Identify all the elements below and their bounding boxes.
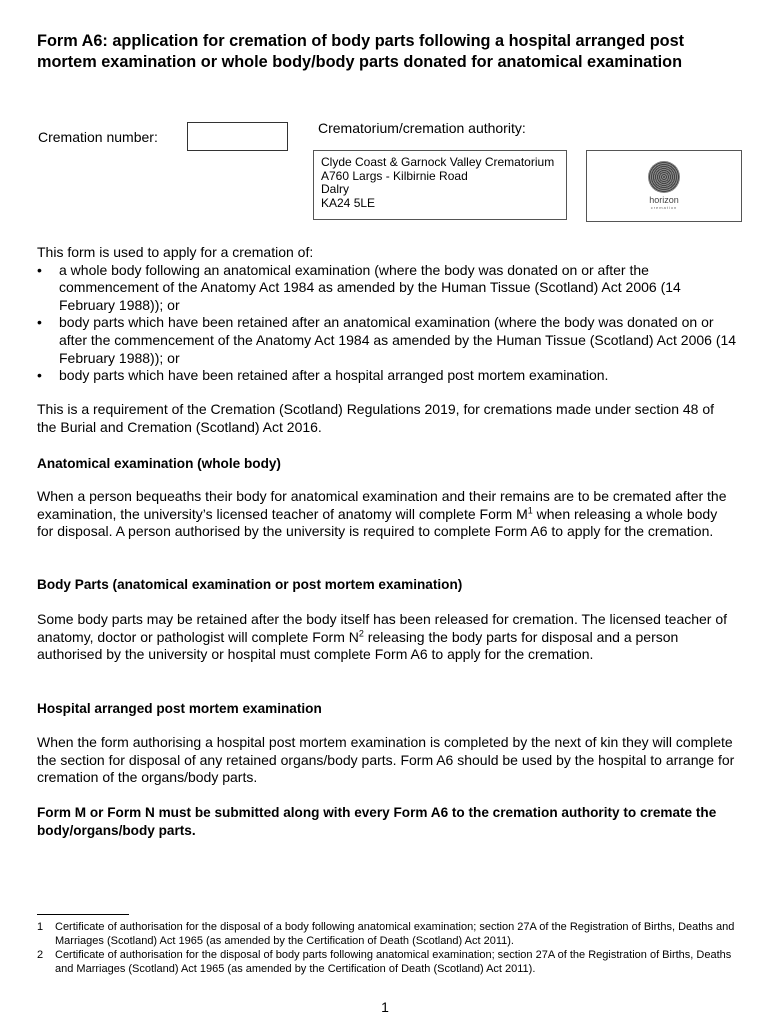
bullet-list — [37, 262, 737, 385]
section-heading: Body Parts (anatomical examination or post mortem examination) — [37, 577, 463, 592]
bullet-item: • body parts which have been retained after an anatomical examination (where the body was donated on or after the commencement of the Anatomy Act 1984 as amended by the Human Tissue (Scotland) Act 2006 (14 February 1988)); or — [37, 314, 737, 367]
requirement-text: This is a requirement of the Cremation (Scotland) Regulations 2019, for cremations made under section 48 of the Burial and Cremation (Scotland) Act 2016. — [37, 401, 715, 435]
section-text-part: Some body parts may be retained after the body itself has been released for cremation. The licensed teacher of anatomy, doctor or pathologist will complete Form N — [37, 611, 728, 645]
section-text-part: When a person bequeaths their body for anatomical examination and their remains are to be cremated after the examination, the university’s licensed teacher of anatomy will complete Form M — [37, 488, 727, 522]
section-heading: Anatomical examination (whole body) — [37, 456, 281, 471]
authority-address-box — [313, 150, 567, 220]
footnote-number: 2 — [37, 949, 44, 961]
address-line: KA24 5LE — [321, 195, 376, 210]
intro-block — [37, 244, 737, 385]
address-line: A760 Largs - Kilbirnie Road — [321, 168, 468, 183]
authority-label: Crematorium/cremation authority: — [318, 120, 526, 136]
logo-box — [586, 150, 742, 222]
cremation-number-label: Cremation number: — [38, 129, 158, 145]
cremation-number-field[interactable] — [187, 122, 288, 151]
page-title: Form A6: application for cremation of body parts following a hospital arranged post mortem examination or whole body/body parts donated for anatomical examination — [37, 32, 685, 71]
horizon-logo-icon — [648, 161, 680, 193]
footnote-number: 1 — [37, 921, 44, 933]
footnote-ref: 2 — [358, 627, 364, 638]
footnote-text: Certificate of authorisation for the disposal of a body following anatomical examination; section 27A of the Registration of Births, Deaths and Marriages (Scotland) Act 1965 (as amended by the Certification of Death (Scotland) Act 2011). — [55, 921, 735, 947]
footnote-divider — [37, 914, 129, 915]
notice-text: Form M or Form N must be submitted along with every Form A6 to the cremation authority to cremate the body/organs/body parts. — [37, 805, 717, 838]
section-text — [37, 611, 737, 664]
section-text: When the form authorising a hospital post mortem examination is completed by the next of kin they will complete the section for disposal of any retained organs/body parts. Form A6 should be used by the hospital to arrange for cremation of the organs/body parts. — [37, 734, 735, 786]
section-text — [37, 488, 737, 541]
address-line: Dalry — [321, 182, 350, 196]
section-text-part: releasing the body parts for disposal and a person authorised by the university or hospital must complete Form A6 to apply for the cremation. — [37, 628, 679, 663]
footnotes — [37, 920, 737, 976]
footnote-ref: 1 — [527, 504, 533, 515]
section-text-part: when releasing a whole body for disposal. A person authorised by the university is required to complete Form A6 to apply for the cremation. — [37, 505, 718, 540]
bullet-item: • body parts which have been retained after a hospital arranged post mortem examination. — [37, 367, 737, 385]
footnote-text: Certificate of authorisation for the disposal of body parts following anatomical examination; section 27A of the Registration of Births, Deaths and Marriages (Scotland) Act 1965 (as amended by the Certification of Death (Scotland) Act 2011). — [55, 949, 732, 975]
address-line: Clyde Coast & Garnock Valley Crematorium — [321, 155, 555, 169]
footnote — [37, 920, 737, 948]
bullet-item: • a whole body following an anatomical examination (where the body was donated on or after the commencement of the Anatomy Act 1984 as amended by the Human Tissue (Scotland) Act 2006 (14 February 1988)); or — [37, 262, 737, 315]
logo-text: horizon — [649, 195, 679, 205]
logo-subtext: cremation — [650, 205, 678, 210]
intro-text: This form is used to apply for a cremation of: — [37, 244, 314, 260]
page-number: 1 — [381, 999, 389, 1015]
section-heading: Hospital arranged post mortem examination — [37, 701, 322, 716]
footnote — [37, 948, 737, 976]
